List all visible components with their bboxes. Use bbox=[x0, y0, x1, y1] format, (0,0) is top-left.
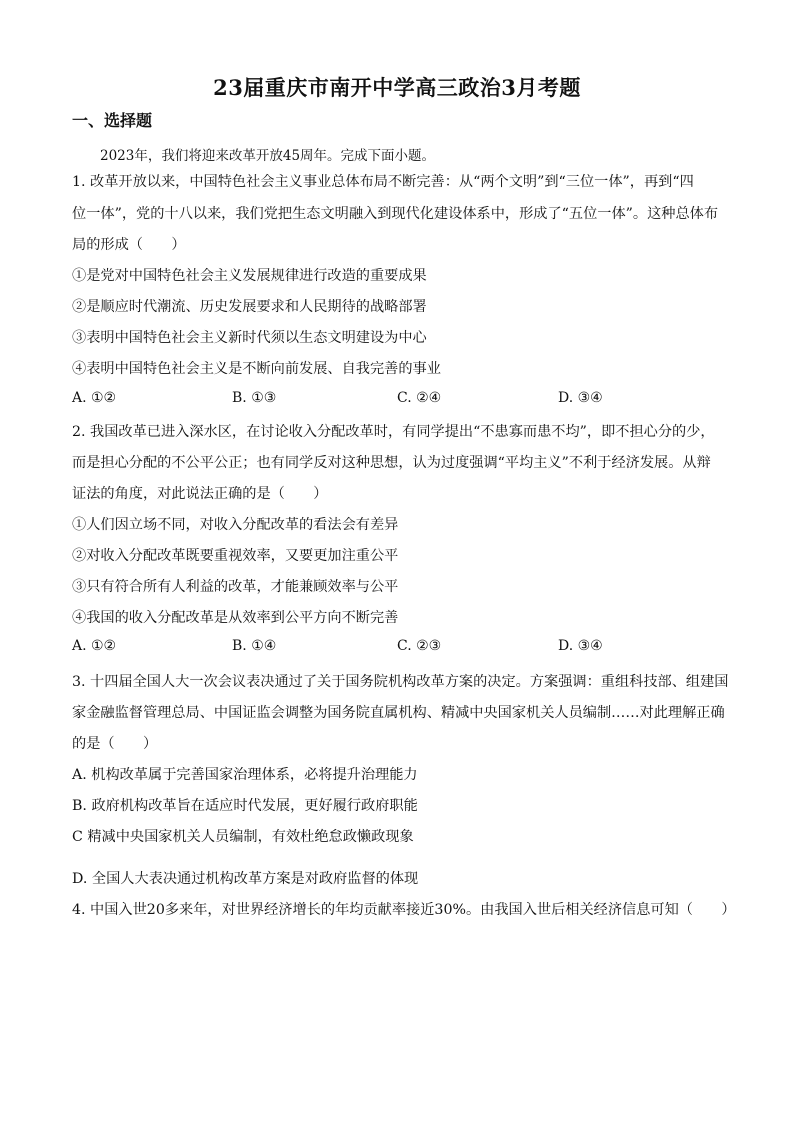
q3-stem-line: 家金融监督管理总局、中国证监会调整为国务院直属机构、精减中央国家机关人员编制……对此理解正确 bbox=[72, 705, 725, 721]
q2-option-d[interactable]: D. ③④ bbox=[558, 638, 603, 654]
q3-choice-b[interactable]: B. 政府机构改革旨在适应时代发展，更好履行政府职能 bbox=[72, 798, 418, 814]
q2-statement: ①人们因立场不同，对收入分配改革的看法会有差异 bbox=[72, 517, 399, 533]
q2-option-b[interactable]: B. ①④ bbox=[232, 638, 277, 654]
q1-option-b[interactable]: B. ①③ bbox=[232, 390, 277, 406]
q1-option-c[interactable]: C. ②④ bbox=[397, 390, 442, 406]
q2-statement: ②对收入分配改革既要重视效率，又要更加注重公平 bbox=[72, 548, 399, 564]
q1-option-d[interactable]: D. ③④ bbox=[558, 390, 603, 406]
q1-statement: ①是党对中国特色社会主义发展规律进行改造的重要成果 bbox=[72, 268, 427, 284]
q2-statement: ③只有符合所有人利益的改革，才能兼顾效率与公平 bbox=[72, 579, 399, 595]
q1-option-a[interactable]: A. ①② bbox=[72, 390, 117, 406]
q2-statement: ④我国的收入分配改革是从效率到公平方向不断完善 bbox=[72, 610, 399, 626]
q1-stem-line: 位一体”，党的十八以来，我们党把生态文明融入到现代化建设体系中，形成了“五位一体”。这种总体布 bbox=[72, 206, 719, 222]
q2-stem-line: 2. 我国改革已进入深水区，在讨论收入分配改革时，有同学提出“不患寡而患不均”，即不担心分的少， bbox=[72, 424, 715, 440]
q3-choice-d[interactable]: D. 全国人大表决通过机构改革方案是对政府监督的体现 bbox=[72, 871, 419, 887]
q1-statement: ③表明中国特色社会主义新时代须以生态文明建设为中心 bbox=[72, 330, 427, 346]
page-title: 23届重庆市南开中学高三政治3月考题 bbox=[213, 75, 581, 100]
q2-option-a[interactable]: A. ①② bbox=[72, 638, 117, 654]
intro-text: 2023年，我们将迎来改革开放45周年。完成下面小题。 bbox=[100, 148, 436, 164]
q2-option-c[interactable]: C. ②③ bbox=[397, 638, 442, 654]
section-heading: 一、选择题 bbox=[72, 111, 153, 130]
q4-stem-line: 4. 中国入世20多来年，对世界经济增长的年均贡献率接近30%。由我国入世后相关经济信息可知（ ） bbox=[72, 902, 736, 918]
q3-stem-line: 3. 十四届全国人大一次会议表决通过了关于国务院机构改革方案的决定。方案强调：重组科技部、组建国 bbox=[72, 674, 729, 690]
q3-choice-c[interactable]: C 精减中央国家机关人员编制，有效杜绝怠政懒政现象 bbox=[72, 829, 414, 845]
q3-choice-a[interactable]: A. 机构改革属于完善国家治理体系，必将提升治理能力 bbox=[72, 767, 418, 783]
q1-stem-line: 1. 改革开放以来，中国特色社会主义事业总体布局不断完善：从“两个文明”到“三位一体”，再到“四 bbox=[72, 174, 694, 190]
q1-statement: ④表明中国特色社会主义是不断向前发展、自我完善的事业 bbox=[72, 361, 441, 377]
q2-stem-line: 而是担心分配的不公平公正；也有同学反对这种思想，认为过度强调“平均主义”不利于经济发展。从辩 bbox=[72, 455, 711, 471]
q1-stem-line: 局的形成（ ） bbox=[72, 237, 186, 253]
q2-stem-line: 证法的角度，对此说法正确的是（ ） bbox=[72, 486, 328, 502]
q1-statement: ②是顺应时代潮流、历史发展要求和人民期待的战略部署 bbox=[72, 299, 427, 315]
q3-stem-line: 的是（ ） bbox=[72, 736, 158, 752]
